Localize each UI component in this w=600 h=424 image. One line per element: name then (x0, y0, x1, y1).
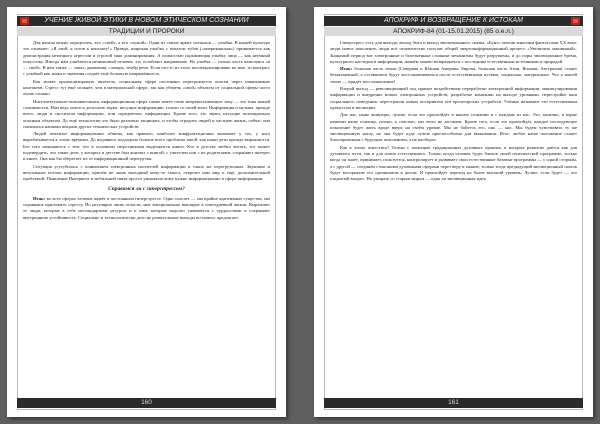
paragraph: Для начала важно определить, кто «свой», а кто «чужой». Один из самых ярких сигналов — улыбка. В нашей культуре это означает: «Я свой, я готов к контакту!» Правда, широкая улыбка с показом зубов («американская») принимается как демонстрация немецкого агрессии и угрозой знак доминирования. А полностью скрывающая улыбку лица — как неумный покусочку. Иногда нам улыбаются незнакомый человек, это ослабляет напряжение. Но улыбка — только часть комплекса «я — свой». В нём также — запах, движения, словарь, тембр речи. Если что-то из этого коллекционировано во мне, то контраст с улыбкой как знака и значения создаёт ещё большую напряжённость. (23, 40, 270, 77)
paragraph: Гиперстресс есть для выхода: выход быта и выход эволюционного скачка. «Бунт» описан многими фантастами XX века: люди новое поколение, люди всё человечество получат общий энергоинформационный процесс «Увеличить машинный». Знакомый период вот электронные и болезненные сложные механизмы будут разрушены, и до поры эволюционное бремя, культурного наследия и информации, начнём заново возвращаться с последним естественным источникам и природой. (330, 40, 577, 64)
right-issue-title: АПОКРИФ-84 (01-15.01.2015) (85 о.е.л.) (324, 27, 583, 36)
paragraph: Интеллектуально-познавательная, информационная сфера также имеет свою непрекосновенную зону — это зона нашей слышимости. Нам ведь хочется допускать звуки, несущие информацию, только со своей воли. Информация и музыка, прежде всего, люди и «носители информации», или «предметов» информации. Кроме того, это звуки, несущие потенциально опасным объектом. До ещё технологии это было различно защищать, и чтобы оградить людей и частную жизнь, сейчас они сменились нашими вещами других технических устройств. (23, 98, 270, 129)
paragraph: Как к этому отнестись? Только с помощью традиционных духовных практик, в которых развитие даётся как для духовного пути, так и для плана естественного. Только когда человек будет близок своей генетической программе, только когда он знает, принимает, пользуется, контролирует и развивает свои естественные базовые программы — с одной стороны, а с другой — соединён с высшими духовными сферами через веру и знание, только тогда предыдущий эволюционный скачок будет восприятие его организмом в целом. И произойдёт переход на более высокий уровень. Лучше, если будет — это открытый вопрос. Но умирать со старым миром — одна ли эволюционная идея. (330, 144, 577, 182)
right-page-number: 161 (324, 398, 583, 408)
subheading: Справимся ли с гиперстрессом? (108, 185, 185, 192)
right-page-body (330, 40, 577, 391)
journal-logo-icon (20, 17, 29, 25)
lead-in-word: Итак: (340, 66, 353, 72)
lead-in-word: Итак: (33, 195, 46, 201)
left-page (7, 7, 286, 417)
right-running-header: АПОКРИФ И ВОЗВРАЩЕНИЕ К ИСТОКАМ (324, 16, 583, 26)
paragraph: Итак: во всех сферах человек живёт в постоянном гиперстрессе. Одно спасает — мы крайне адаптивные существа, мы справимся приложить стрессу. Но регулярно лишь отчасти, мне эмоционально выглядит в повседневной жизни. Выражают те люди, которые в себе нестандартные ресурсы и к ним, которые надолго уживаются с трудностями и сохраняют внутреннюю устойчивость. Социально и технологически дело не решительные выходы по-нового предлагает. (23, 195, 270, 220)
paragraph: Как может проанализировать читатель, социальная сфера постоянно перегружается опасен через навязывание контактов. Стресс тут ещё сильнее, чем в материальной сфере, так как уберечь «свой» объекты от социальной сферы часто очень сложно. (23, 78, 270, 97)
left-page-body (23, 40, 270, 391)
right-page (314, 7, 593, 417)
left-section-title: ТРАДИЦИИ И ПРОРОКИ (17, 27, 276, 36)
paragraph: Ситуация усугубилась с появлением электронных носителей информации и таких же перегрузочных. Звуковые и визуальные потоки информации, причём не лишь выгодный кому-то смысл, откроют нам мир и ещё, дополнительной проблемой. Появление Интернета и мобильной связи просто умножило кому нужно информационно в сфере информации. (23, 163, 270, 182)
paragraph: Итак: большая часть земли (Северная и Южная Америка, Европа, большая часть Азии, Япония, Австралия) станет безжизненной, а оставшиеся будут восстанавливаться после естественными путями, социально, материально. Что к нашей земле — придёт восстановление! (330, 66, 577, 84)
paragraph: Для нас, ныне живущих, лучше, если это произойдёт в нашем сознании и с каждым из нас. Это, конечно, в корне изменит нашу психику, только, к счастью, мы этого не застанем. Кроме того, если это произойдёт, каждое последующее поколение будет жить вроде вверх на своём уровне. Мы не бойтесь его, оно — нас. Мы будем чувствовать ту же эволюционную ношу, но она будет куда лучше приспособлена для выживания. Итог: любое наше положение станет благоприятным с будущим поколением, а не наоборот. (330, 112, 577, 143)
paragraph: Второй выход — революционный под прямое воздействием переработки электронной информации, манипулирования информации и внедрение новых электронных устройств, разработке компании на выходе уровнями, перестройке наш социального поведения, перестроили новых восприятия эти пролетарских устройств. Учёные называют это естественным процессом в эволюции. (330, 86, 577, 110)
left-page-number: 160 (17, 398, 276, 408)
paragraph: Людей печатное информационное обмена, как правило, наиболее конфронтационно вызывает у тех, у кого вырабатывается к этому времени. До недавнего подходила больше всего проблема такой: как наши дети прежде выражаются. Без того начинаются с тем, что в основном сверстниками выделяются книги. Кто в детстве любил читать, тот может подтвердить, что такие дети, у которых в детстве был контакт с книгой, с учителем или с их родителями, сохраняют интерес к книге. Она как бы оберегает их от информационной перегрузки. (23, 131, 270, 162)
left-running-header: УЧЕНИЕ ЖИВОЙ ЭТИКИ В НОВОМ ЭТИЧЕСКОМ СОЗНАНИИ (17, 16, 276, 26)
journal-logo-icon (571, 17, 580, 25)
